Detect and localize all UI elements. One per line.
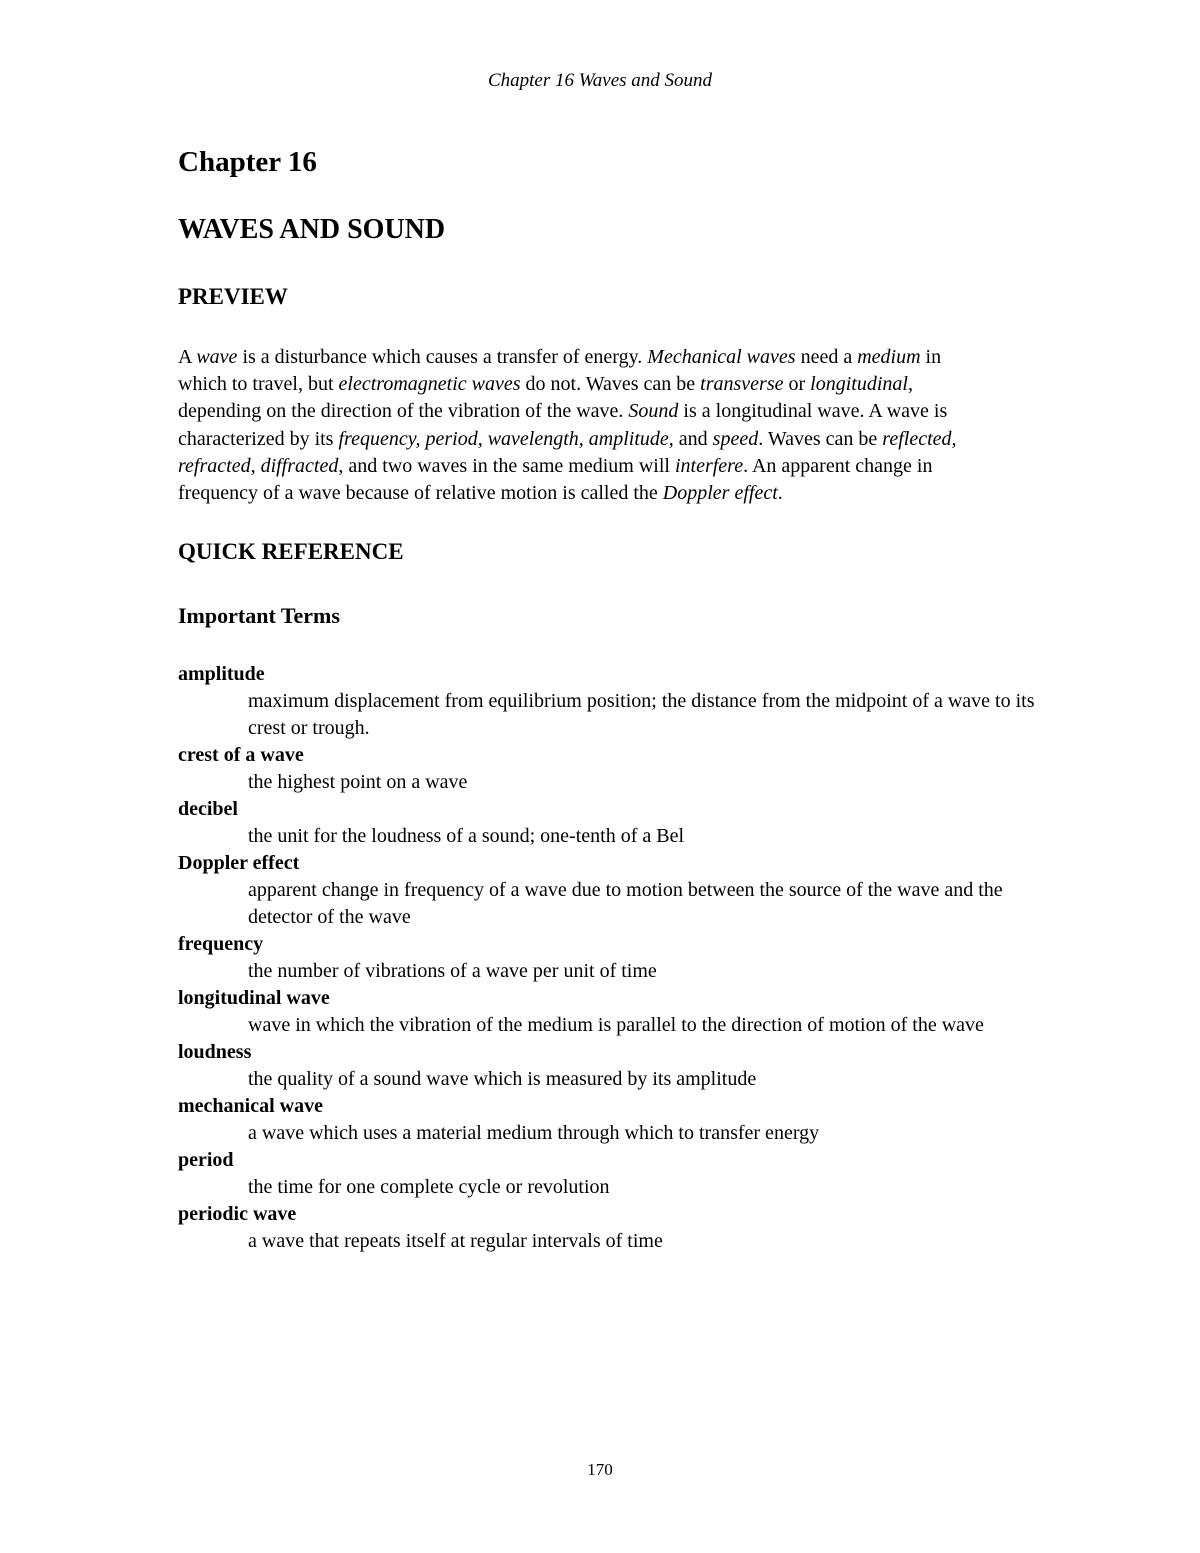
chapter-title: WAVES AND SOUND — [178, 214, 446, 245]
glossary-entry — [178, 985, 1038, 1039]
preview-text-run: do not. Waves can be — [520, 373, 701, 396]
preview-text-run: . An apparent change in frequency of a wave because of relative motion is called the — [178, 454, 933, 505]
glossary-entry — [178, 1039, 1038, 1093]
preview-paragraph — [178, 344, 978, 507]
preview-emphasis: electromagnetic waves — [338, 373, 521, 396]
quick-reference-heading: QUICK REFERENCE — [178, 539, 404, 565]
glossary-term: loudness — [178, 1041, 252, 1064]
glossary-entry — [178, 1147, 1038, 1201]
glossary-definition: apparent change in frequency of a wave due to motion between the source of the wave and the detector of the wave — [248, 879, 1003, 929]
preview-emphasis: Doppler effect — [662, 482, 778, 505]
preview-heading: PREVIEW — [178, 284, 288, 309]
preview-emphasis: reflected, refracted, diffracted — [178, 427, 957, 477]
important-terms-heading: Important Terms — [178, 603, 340, 629]
preview-emphasis: longitudinal — [810, 373, 908, 396]
glossary-term: longitudinal wave — [178, 987, 330, 1010]
page-number: 170 — [587, 1460, 613, 1479]
preview-text-run: A — [178, 346, 197, 368]
preview-text-run: or — [783, 373, 811, 396]
preview-emphasis: transverse — [700, 373, 784, 396]
chapter-number: Chapter 16 — [178, 146, 317, 178]
preview-emphasis: frequency, period, wavelength, amplitude, — [338, 427, 674, 450]
running-header: Chapter 16 Waves and Sound — [487, 70, 713, 91]
page-content — [178, 140, 1038, 1255]
glossary-entry — [178, 1201, 1038, 1255]
preview-text-run: . Waves can be — [758, 427, 883, 450]
glossary-entry — [178, 931, 1038, 985]
glossary-term: frequency — [178, 933, 264, 956]
glossary-definition: maximum displacement from equilibrium position; the distance from the midpoint of a wave to its crest or trough. — [248, 690, 1035, 740]
glossary-definition: the unit for the loudness of a sound; one-tenth of a Bel — [248, 825, 685, 848]
preview-text-run: , depending on the direction of the vibration of the wave. — [178, 373, 913, 423]
glossary-definition: the highest point on a wave — [248, 771, 468, 794]
preview-emphasis: wave — [196, 346, 238, 368]
preview-text-run: is a longitudinal wave. A wave is characterized by its — [178, 400, 948, 450]
glossary-definition: a wave which uses a material medium through which to transfer energy — [248, 1122, 820, 1145]
preview-emphasis: Sound — [628, 400, 679, 423]
glossary-term: periodic wave — [178, 1203, 297, 1226]
preview-text-run: in which to travel, but — [178, 346, 942, 396]
preview-text-run: and — [673, 427, 713, 450]
preview-emphasis: Mechanical waves — [647, 346, 796, 368]
glossary-term: mechanical wave — [178, 1095, 323, 1118]
glossary-term: period — [178, 1149, 234, 1172]
glossary-entry — [178, 850, 1038, 931]
preview-text-run: need a — [795, 346, 858, 368]
glossary-entry — [178, 1093, 1038, 1147]
preview-emphasis: speed — [712, 427, 759, 450]
glossary-definition: wave in which the vibration of the medium is parallel to the direction of motion of the wave — [248, 1014, 984, 1037]
glossary-entry — [178, 661, 1038, 742]
preview-text-run: , and two waves in the same medium will — [338, 454, 675, 477]
glossary-term: decibel — [178, 798, 238, 821]
glossary-term: crest of a wave — [178, 744, 304, 767]
glossary-entry — [178, 742, 1038, 796]
glossary-definition: the time for one complete cycle or revolution — [248, 1176, 610, 1199]
glossary-definition: the quality of a sound wave which is measured by its amplitude — [248, 1068, 757, 1091]
preview-emphasis: medium — [857, 346, 921, 368]
preview-text-run: is a disturbance which causes a transfer of energy. — [237, 346, 648, 368]
glossary-definition: the number of vibrations of a wave per unit of time — [248, 960, 657, 983]
preview-emphasis: interfere — [674, 454, 744, 477]
terms-list — [178, 661, 1038, 1255]
preview-text-run: . — [777, 482, 783, 505]
glossary-entry — [178, 796, 1038, 850]
glossary-term: Doppler effect — [178, 852, 300, 875]
glossary-definition: a wave that repeats itself at regular intervals of time — [248, 1230, 663, 1253]
glossary-term: amplitude — [178, 663, 265, 686]
